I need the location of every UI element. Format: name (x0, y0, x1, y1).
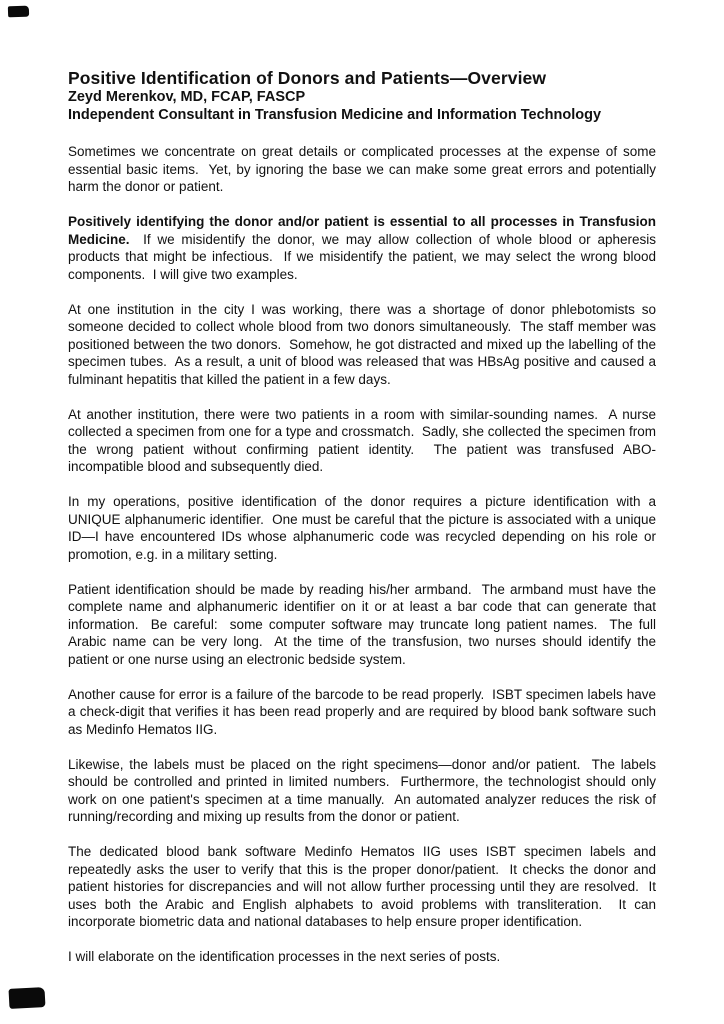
paragraph-text: I will elaborate on the identification processes in the next series of posts. (68, 949, 501, 964)
paragraph (68, 756, 656, 826)
paragraph (68, 213, 656, 283)
document-content (68, 68, 656, 966)
paragraph-bold-lead: Positively identifying the donor and/or patient is essential to all processes in Transfusion Medicine. (68, 214, 656, 247)
paragraph (68, 686, 656, 739)
paragraph-text: In my operations, positive identification of the donor requires a picture identification with a UNIQUE alphanumeric identifier. One must be careful that the picture is associated with a unique ID—I have encountered IDs whose alphanumeric code was recycled depending on his role or promotion, e.g. in a military setting. (68, 494, 656, 562)
scan-ink-mark-bottom-left (9, 987, 46, 1009)
paragraph (68, 143, 656, 196)
page-title: Positive Identification of Donors and Patients—Overview (68, 68, 547, 88)
scan-ink-mark-top-left (8, 6, 29, 18)
paragraph (68, 301, 656, 389)
paragraph-text: Another cause for error is a failure of the barcode to be read properly. ISBT specimen labels have a check-digit that verifies it has been read properly and are required by blood bank software such as Medinfo Hematos IIG. (68, 686, 656, 737)
paragraph (68, 581, 656, 669)
author-line: Zeyd Merenkov, MD, FCAP, FASCP (68, 89, 306, 105)
paragraph-text: The dedicated blood bank software Medinfo Hematos IIG uses ISBT specimen labels and repeatedly asks the user to verify that this is the proper donor/patient. It checks the donor and patient histories for discrepancies and will not allow further processing until they are resolved. It uses both the Arabic and English alphabets to avoid problems with transliteration. It can incorporate biometric data and national databases to help ensure proper identification. (68, 844, 656, 929)
paragraph (68, 406, 656, 476)
paragraph-text: Likewise, the labels must be placed on the right specimens—donor and/or patient. The labels should be controlled and printed in limited numbers. Furthermore, the technologist should only work on one patient's specimen at a time manually. An automated analyzer reduces the risk of running/recording and mixing up results from the donor or patient. (68, 756, 656, 824)
paragraph-text: Sometimes we concentrate on great details or complicated processes at the expense of some essential basic items. Yet, by ignoring the base we can make some great errors and potentially harm the donor or patient. (68, 144, 656, 194)
author-role-line: Independent Consultant in Transfusion Medicine and Information Technology (68, 106, 602, 123)
document-body (68, 143, 656, 966)
paragraph-text: If we misidentify the donor, we may allow collection of whole blood or apheresis products that might be infectious. If we misidentify the patient, we may select the wrong blood components. I will give two examples. (68, 231, 656, 282)
paragraph-text: Patient identification should be made by reading his/her armband. The armband must have the complete name and alphanumeric identifier on it or at least a bar code that can generate that information. Be careful: some computer software may truncate long patient names. The full Arabic name can be very long. At the time of the transfusion, two nurses should identify the patient or one nurse using an electronic bedside system. (68, 581, 656, 667)
paragraph-text: At one institution in the city I was working, there was a shortage of donor phlebotomists so someone decided to collect whole blood from two donors simultaneously. The staff member was positioned between the two donors. Somehow, he got distracted and mixed up the labelling of the specimen tubes. As a result, a unit of blood was released that was HBsAg positive and caused a fulminant hepatitis that killed the patient in a few days. (68, 301, 656, 387)
paragraph-text: At another institution, there were two patients in a room with similar-sounding names. A nurse collected a specimen from one for a type and crossmatch. Sadly, she collected the specimen from the wrong patient without confirming patient identity. The patient was transfused ABO-incompatible blood and subsequently died. (68, 406, 656, 474)
paragraph (68, 948, 656, 966)
paragraph (68, 843, 656, 931)
paragraph (68, 493, 656, 563)
